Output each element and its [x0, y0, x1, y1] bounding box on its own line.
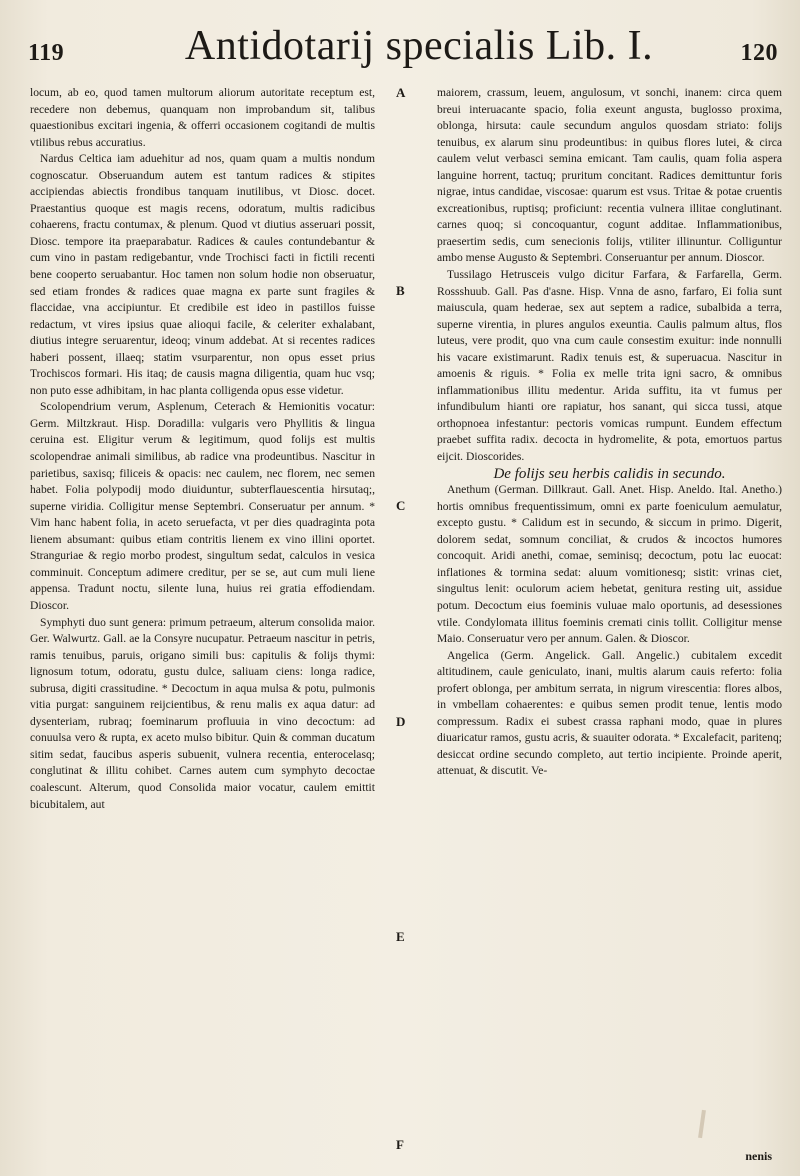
marker-c: C	[396, 498, 406, 513]
marker-f: F	[396, 1137, 404, 1152]
right-column	[437, 85, 782, 1150]
marker-d: D	[396, 714, 406, 729]
paragraph-tussilago: Tussilago Hetrusceis vulgo dicitur Farfara, & Farfarella, Germ. Rossshuub. Gall. Pas d'asne. Hisp. Vnna de asno, farfaro, Ei folia sunt maiuscula, quam hederae, sex aut septem a radice, subalbida a terra, superne virentia, in plures angulos exeuntia. Caulis palmum altus, flos luteus, vere prodit, quo vna cum caule consestim exuitur: inde nonnulli his vacare existimarunt. Radix tenuis est, & superuacua. Nascitur in amoenis & riguis. * Folia ex melle trita igni sacro, & omnibus inflammationibus illitu medentur. Arida suffitu, ita vt fumus per infundibulum hianti ore rapiatur, hos sanant, qui sicca tussi, atque orthopnoea infestantur: pectoris vomicas rumpunt. Eundem effectum praebet suffita radix. decocta in hydromelite, & pota, emortuos partus eijcit. Dioscorides.	[437, 268, 782, 464]
marker-b: B	[396, 283, 405, 298]
marker-a: A	[396, 85, 406, 100]
page-number-left: 119	[28, 40, 65, 66]
left-column	[30, 85, 375, 1150]
paragraph-symphytum: Symphyti duo sunt genera: primum petraeum, alterum consolida maior. Ger. Walwurtz. Gall. ae la Consyre nucupatur. Petraeum nascitur in petris, ramis tenuibus, paruis, origano simili bus: capitulis & folijs thymi: lignosum totum, odoratu, gustu dulce, saliuam ciens: longa radice, subrusa, digiti crassitudine. * Decoctum in aqua mulsa & potu, pulmonis vitia purgat: sanguinem reijcientibus, & renu malis ex aqua datur: ad dysenteriam, rubraq; foeminarum profluuia in vino decoctum: ad conuulsa vero & rupta, ex aceto mulso bibitur. Quin & comman ducatum sitim sedat, faucibus asperis subuenit, vulnera recentia, enterocelasq; conglutinat & illitu cohibet. Carnes autem cum symphyto decoctae coalescunt. Alterum, quod Consolida maior vocatur, caulem emittit bicubitalem, aut	[30, 615, 375, 811]
paragraph-symphytum-cont: maiorem, crassum, leuem, angulosum, vt sonchi, inanem: circa quem breui interuacante spacio, folia exeunt angusta, buglosso proxima, oblonga, hirsuta: caule secundum angulos quosdam striato: folijs tenuibus, ex alarum sinu prodeuntibus: in quibus flores lutei, & circa caulem velut verbasci semina emicant. Tam caulis, quam folia aspera languine horrent, tactuq; pruritum concitant. Radices demittuntur foris nigrae, intus candidae, viscosae: quarum est vsus. Tritae & potae cruentis excreationibus, ruptisq; proficiunt: recentia vulnera illitae conglutinant. carnes quoq; si concoquantur, cogunt additae. Inflammationibus, praesertim sedis, cum senecionis folijs, vtiliter illinuntur. Colliguntur ambo mense Augusto & Septembri. Conseruantur per annum. Dioscor.	[437, 86, 782, 265]
section-heading: De folijs seu herbis calidis in secundo.	[493, 465, 726, 482]
page-number-right: 120	[740, 40, 778, 66]
column-markers	[386, 85, 426, 1150]
catchword: nenis	[745, 1149, 772, 1163]
paragraph-nardus: Nardus Celtica iam aduehitur ad nos, quam quam a multis nondum cognoscatur. Obseruandum autem est tantum radices & stipites accipiendas abiectis frondibus tanquam inutilibus, vt Diosc. docet. Praestantius quoque est magis recens, odoratum, multis radicibus cohaerens, fractu contumax, & plenum. Quod vt diutius asseruari possit, Diosc. tempore ita praeparabatur. Radices & caules contundebantur & cum vino in pastam redigebantur, vnde Trochisci facti in fictili recenti bene cooperto seruabantur. Hoc tamen non solum hodie non obseruatur, sed etiam frondes & radices quae magna ex parte sunt fragiles & flaccidae, vna accipiuntur. Et credibile est ideo in pastillos fuisse redactum, vt vires ipsius quae alioqui facile, & celeriter exhalabant, diutius integre seruarentur, ideoq; vinum addebat. At si recentes radices haberi possent, illaeq; statim vsurparentur, non opus esset prius Trochiscos formari. His itaq; de causis magna diligentia, quam huc vsq; non puto esse adhibitam, in hac planta colligenda opus esse videtur.	[30, 152, 375, 397]
paragraph-angelica: Angelica (Germ. Angelick. Gall. Angelic.) cubitalem excedit altitudinem, caule geniculato, inani, multis alarum cauis referto: folia profert oblonga, per ambitum serrata, in nigrum virescentia: flores albos, in vmbellam cohaerentes: e quibus semen prodit tenue, lentis modo compressum. Radix ei subest crassa raphani modo, quae in plures diuaricatur ramos, gustu acris, & suauiter odorata. * Excalefacit, paritenq; desiccat ordine secundo completo, aut tertio incipiente. Proinde aperit, attenuat, & discutit. Ve-	[437, 648, 782, 778]
paragraph-nardus-intro: locum, ab eo, quod tamen multorum aliorum autoritate receptum est, recedere non debemus, quanquam non improbandum sit, talibus quaestionibus excitari ingenia, & offerri occasionem cogitandi de multis vtilibus rebus accuratius.	[30, 86, 375, 149]
paragraph-scolopendrium: Scolopendrium verum, Asplenum, Ceterach & Hemionitis vocatur: Germ. Miltzkraut. Hisp. Doradilla: vulgaris vero Phyllitis & lingua ceruina est. Eligitur verum & legitimum, quod folijs est multis scolopendrae animali similibus, ab radice vna prodeuntibus. Nascitur in parietibus, saxisq; filiceis & opacis: nec caulem, nec florem, nec semen habet. Folia polypodij modo diuiduntur, subterflauescentia hirsutaq;, superne viridia. Colligitur mense Septembri. Conseruatur per annum. * Vim hanc habent folia, in aceto seruefacta, vt per dies quadraginta pota lienem absumant: quibus etiam contritis lienem ex vino illini oportet. Stranguriae & regio morbo prodest, singultum sedat, calculos in vesica comminuit. Conceptum adimere creditur, per se se, aut cum muli liene appensa. Tradunt noctu, silente luna, huius rei gratia effodiendam. Dioscor.	[30, 400, 375, 612]
paragraph-anethum: Anethum (German. Dillkraut. Gall. Anet. Hisp. Aneldo. Ital. Anetho.) hortis omnibus frequentissimum, omni ex parte foeniculum aemulatur, excepto gustu. * Calidum est in secundo, & siccum in primo. Digerit, dolorem sedat, somnum conciliat, & crudos & incoctos humores concoquit. Aridi anethi, comae, seminisq; decoctum, potu lac euocat: inflationes & tormina sedat: aluum vomitionesq; sistit: vrinas ciet, singultus lenit: oculorum aciem hebetat, genitura resting uit, assidue potum. Decoctum eius foeminis vuluae malo oportunis, ad desessiones vtile. Condylomata illitus foeminis cremati cinis tollit. Colligitur mense Maio. Conseruatur vero per annum. Galen. & Dioscor.	[437, 483, 782, 646]
marker-e: E	[396, 929, 405, 944]
running-header	[28, 22, 778, 74]
running-title: Antidotarij specialis Lib. I.	[184, 23, 654, 69]
text-body	[30, 85, 782, 1150]
